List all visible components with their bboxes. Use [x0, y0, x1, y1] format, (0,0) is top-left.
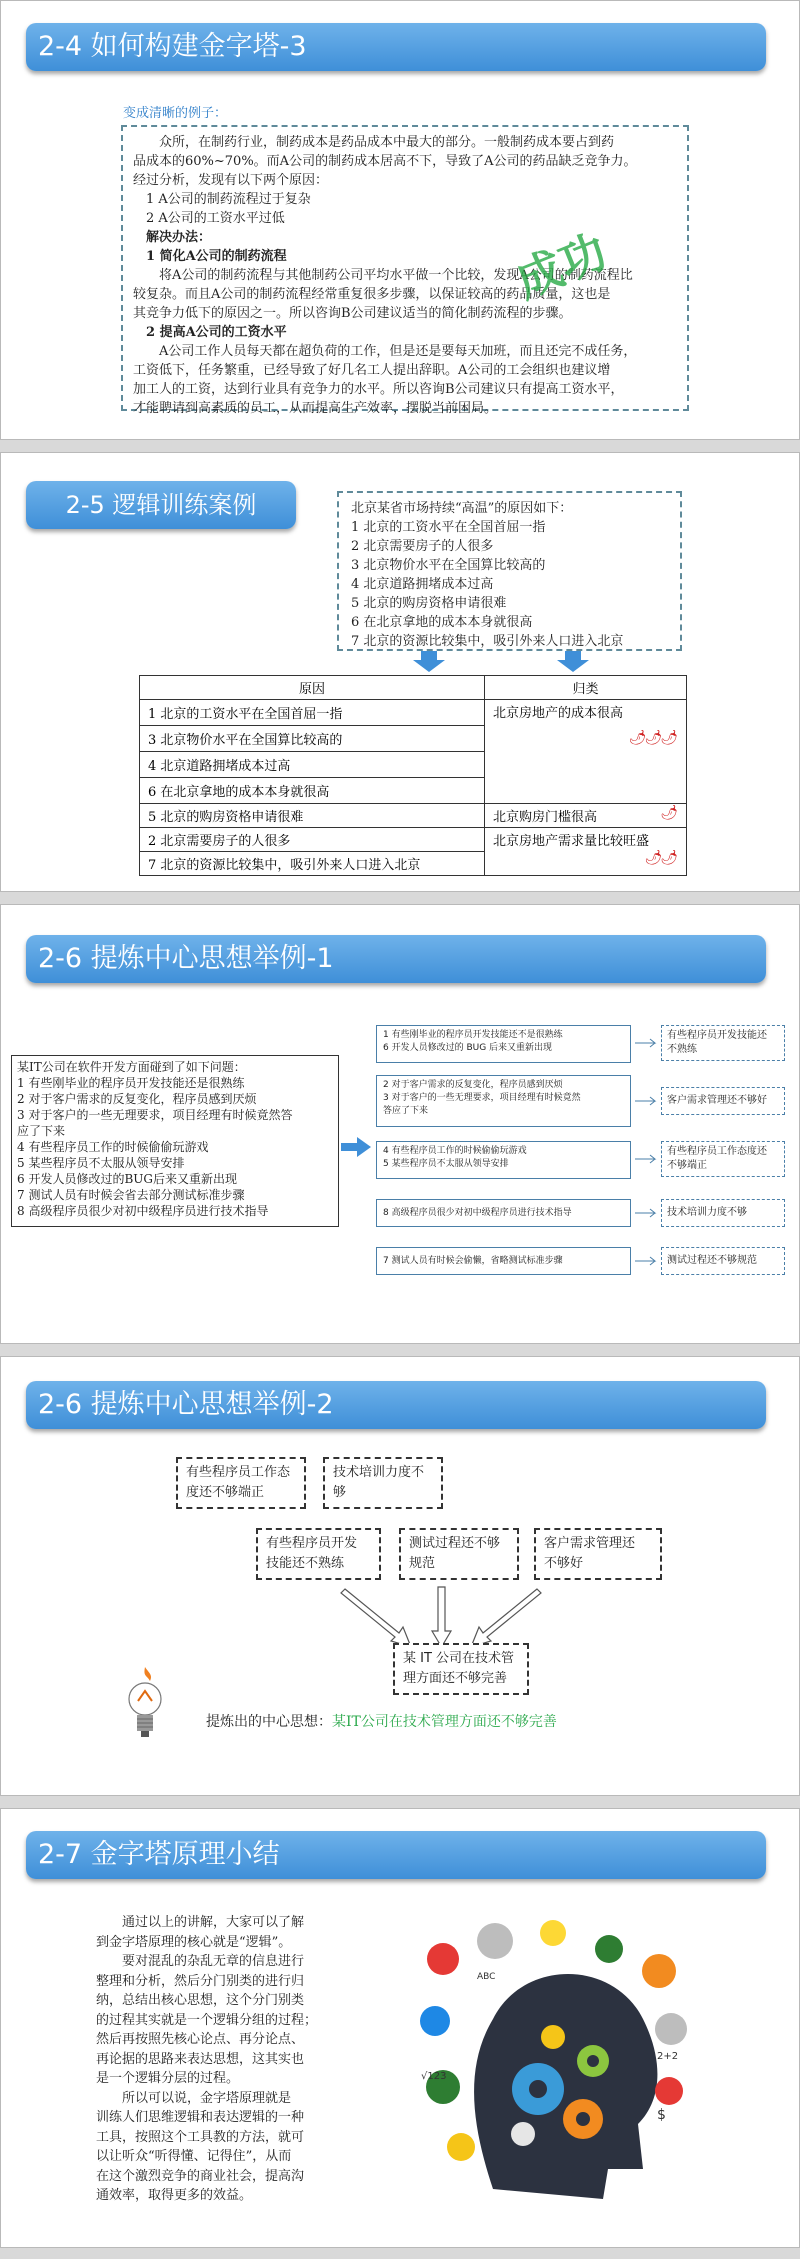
group-line: 7 测试人员有时候会偷懒，省略测试标准步骤 [383, 1256, 563, 1266]
chili-icon: 🌶🌶 [644, 850, 676, 866]
text-line: 2 提高A公司的工资水平 [133, 325, 287, 340]
group-line: 8 高级程序员很少对初中级程序员进行技术指导 [383, 1208, 572, 1218]
connector-arrows [633, 1025, 661, 1285]
problem-line: 5 某些程序员不太服从领导安排 [17, 1156, 185, 1170]
head-symbol: ABC [477, 1972, 496, 1982]
category-text: 北京房地产需求量比较旺盛 [493, 834, 650, 849]
group-box-2 [376, 1075, 631, 1127]
group-line: 1 有些刚毕业的程序员开发技能还不是很熟练 [383, 1030, 563, 1040]
text-line: 1 简化A公司的制药流程 [133, 249, 287, 264]
box-line: 规范 [409, 1556, 436, 1571]
box-line: 有些程序员工作态 [186, 1465, 291, 1480]
training-box [323, 1457, 443, 1509]
box-line: 技能还不熟练 [266, 1556, 345, 1571]
text-line: 纳，总结出核心思想，这个分门别类 [96, 1993, 305, 2008]
group-box-1 [376, 1025, 631, 1063]
cause-cell: 1 北京的工资水平在全国首屈一指 [140, 700, 485, 726]
summary-box-1 [661, 1025, 785, 1061]
text-line: 经过分析，发现有以下两个原因： [133, 173, 329, 188]
summary-text [96, 1913, 386, 2206]
text-line: 其竞争力低下的原因之一。所以咨询B公司建议适当的简化制药流程的步骤。 [133, 306, 572, 321]
summary-line: 有些程序员开发技能还 [667, 1030, 767, 1041]
summary-line: 客户需求管理还不够好 [667, 1095, 767, 1106]
slide-title: 2-6 提炼中心思想举例-1 [26, 935, 766, 983]
head-symbol: 2+2 [657, 2051, 679, 2062]
problem-line: 3 对于客户的一些无理要求，项目经理有时候竟然答 [17, 1108, 293, 1122]
text-line: A公司工作人员每天都在超负荷的工作，但是还是要每天加班，而且还完不成任务， [133, 344, 637, 359]
text-line: 是一个逻辑分层的过程。 [96, 2071, 240, 2086]
text-line: 才能聘请到高素质的员工，从而提高生产效率，摆脱当前困局。 [133, 401, 498, 416]
box-line: 技术培训力度不 [333, 1465, 425, 1480]
group-line: 5 某些程序员不太服从领导安排 [383, 1159, 509, 1169]
head-gears-icon [413, 1919, 691, 2205]
group-line: 6 开发人员修改过的 BUG 后来又重新出现 [383, 1043, 553, 1053]
conclusion-label: 提炼出的中心思想： [206, 1714, 332, 1730]
summary-line: 有些程序员工作态度还 [667, 1146, 767, 1157]
slide-title: 2-7 金字塔原理小结 [26, 1831, 766, 1879]
group-line: 4 有些程序员工作的时候偷偷玩游戏 [383, 1146, 527, 1156]
text-line: 1 A公司的制药流程过于复杂 [133, 192, 311, 207]
testing-box [399, 1528, 519, 1580]
text-line: 众所，在制药行业，制药成本是药品成本中最大的部分。一般制药成本要占到药 [133, 135, 615, 150]
text-line: 的过程其实就是一个逻辑分组的过程； [96, 2012, 318, 2028]
box-line: 客户需求管理还 [544, 1536, 636, 1551]
problem-line: 6 开发人员修改过的BUG后来又重新出现 [17, 1172, 237, 1186]
head-symbol: √123 [421, 2071, 447, 2082]
group-line: 2 对于客户需求的反复变化，程序员感到厌烦 [383, 1080, 563, 1090]
category-text: 北京房地产的成本很高 [493, 706, 624, 721]
group-box-4 [376, 1199, 631, 1227]
text-line: 以让听众“听得懂、记得住”，从而 [96, 2149, 292, 2164]
box-line: 不够好 [544, 1556, 584, 1571]
text-line: 要对混乱的杂乱无章的信息进行 [96, 1954, 305, 1969]
text-line: 品成本的60%~70%。而A公司的制药成本居高不下，导致了A公司的药品缺乏竞争力。 [133, 154, 637, 169]
chili-icon: 🌶 [660, 805, 676, 821]
summary-line: 测试过程还不够规范 [667, 1255, 757, 1266]
summary-box-5 [661, 1247, 785, 1275]
text-line: 在这个激烈竞争的商业社会，提高沟 [96, 2168, 305, 2184]
group-box-5 [376, 1247, 631, 1275]
category-cell [485, 804, 687, 828]
down-arrows [401, 651, 601, 673]
cause-cell: 7 北京的资源比较集中，吸引外来人口进入北京 [140, 852, 485, 876]
arrow-icon [471, 1589, 541, 1647]
brain-illustration [413, 1919, 691, 2205]
summary-box-3 [661, 1141, 785, 1177]
text-line: 所以可以说，金字塔原理就是 [96, 2090, 292, 2106]
reason-line: 2 北京需要房子的人很多 [351, 539, 494, 554]
classification-table [139, 675, 687, 876]
summary-box-4 [661, 1199, 785, 1227]
text-line: 工资低下，任务繁重，已经导致了好几名工人提出辞职。A公司的工会组织也建议增 [133, 363, 611, 378]
text-line: 训练人们思维逻辑和表达逻辑的一种 [96, 2110, 305, 2125]
down-arrow-icon [557, 651, 589, 672]
text-line: 较复杂。而且A公司的制药流程经常重复很多步骤，以保证较高的药品质量，这也是 [133, 287, 611, 302]
box-line: 够 [333, 1485, 347, 1500]
summary-line: 技术培训力度不够 [667, 1207, 747, 1218]
cause-cell: 6 在北京拿地的成本本身就很高 [140, 778, 485, 804]
lightbulb-icon [123, 1665, 167, 1745]
demand-box [534, 1528, 662, 1580]
arrow-icon [341, 1589, 411, 1647]
reason-line: 6 在北京拿地的成本本身就很高 [351, 615, 533, 630]
box-line: 某 IT 公司在技术管 [403, 1651, 515, 1666]
slide-title: 2-5 逻辑训练案例 [26, 481, 296, 529]
box-line: 有些程序员开发 [266, 1536, 358, 1551]
success-stamp: 成功 [508, 223, 614, 309]
slide-2-6-2 [0, 1356, 800, 1796]
problem-line: 应了下来 [17, 1124, 66, 1138]
col-header-category: 归类 [485, 676, 687, 700]
reason-line: 5 北京的购房资格申请很难 [351, 596, 507, 611]
attitude-box [176, 1457, 306, 1509]
category-cell [485, 700, 687, 804]
problem-line: 8 高级程序员很少对初中级程序员进行技术指导 [17, 1204, 269, 1218]
problem-line: 7 测试人员有时候会省去部分测试标准步骤 [17, 1188, 245, 1202]
reason-line: 3 北京物价水平在全国算比较高的 [351, 558, 546, 573]
text-line: 到金字塔原理的核心就是“逻辑”。 [96, 1934, 292, 1950]
text-line: 将A公司的制药流程与其他制药公司平均水平做一个比较，发现A公司的制药流程比 [133, 268, 633, 283]
reasons-list [351, 499, 623, 651]
cause-cell: 3 北京物价水平在全国算比较高的 [140, 726, 485, 752]
text-line: 整理和分析，然后分门别类的进行归 [96, 1973, 305, 1989]
problem-line: 2 对于客户需求的反复变化，程序员感到厌烦 [17, 1092, 257, 1106]
text-line: 2 A公司的工资水平过低 [133, 211, 285, 226]
cause-cell: 4 北京道路拥堵成本过高 [140, 752, 485, 778]
text-line: 再论据的思路来表达思想，这其实也 [96, 2051, 305, 2067]
chili-icon: 🌶🌶🌶 [628, 730, 676, 746]
text-line: 通效率，取得更多的效益。 [96, 2188, 253, 2203]
category-cell [485, 828, 687, 876]
conclusion-text: 某IT公司在技术管理方面还不够完善 [332, 1714, 557, 1730]
problem-box [11, 1055, 339, 1227]
summary-line: 不熟练 [667, 1044, 697, 1055]
box-line: 度还不够端正 [186, 1485, 265, 1500]
slide-title: 2-6 提炼中心思想举例-2 [26, 1381, 766, 1429]
col-header-cause: 原因 [140, 676, 485, 700]
category-text: 北京购房门槛很高 [493, 810, 598, 825]
slide-2-5 [0, 452, 800, 892]
problem-line: 某IT公司在软件开发方面碰到了如下问题： [17, 1060, 246, 1074]
slide-2-7 [0, 1808, 800, 2248]
example-label: 变成清晰的例子： [123, 106, 228, 121]
text-line: 解决办法： [133, 230, 212, 245]
skill-box [256, 1528, 381, 1580]
text-line: 工具，按照这个工具教的方法，就可 [96, 2129, 305, 2145]
slide-2-6-1 [0, 904, 800, 1344]
right-arrow-icon [341, 1137, 371, 1157]
slide-title: 2-4 如何构建金字塔-3 [26, 23, 766, 71]
cause-cell: 5 北京的购房资格申请很难 [140, 804, 485, 828]
problem-line: 4 有些程序员工作的时候偷偷玩游戏 [17, 1140, 209, 1154]
conclusion [206, 1713, 557, 1732]
down-arrow-icon [413, 651, 445, 672]
reason-line: 1 北京的工资水平在全国首屈一指 [351, 520, 546, 535]
reason-line: 北京某省市场持续“高温”的原因如下： [351, 501, 573, 516]
summary-line: 不够端正 [667, 1160, 707, 1171]
text-line: 加工人的工资，达到行业具有竞争力的水平。所以咨询B公司建议只有提高工资水平， [133, 382, 624, 397]
group-line: 3 对于客户的一些无理要求，项目经理有时候竟然 [383, 1093, 581, 1103]
arrow-icon [432, 1587, 451, 1647]
head-symbol: $ [657, 2107, 666, 2123]
text-line: 然后再按照先核心论点、再分论点、 [96, 2032, 305, 2047]
box-line: 测试过程还不够 [409, 1536, 501, 1551]
problem-line: 1 有些刚毕业的程序员开发技能还是很熟练 [17, 1076, 245, 1090]
cause-cell: 2 北京需要房子的人很多 [140, 828, 485, 852]
group-box-3 [376, 1141, 631, 1179]
box-line: 理方面还不够完善 [403, 1671, 508, 1686]
group-line: 答应了下来 [383, 1106, 429, 1116]
reason-line: 7 北京的资源比较集中，吸引外来人口进入北京 [351, 634, 624, 649]
reason-line: 4 北京道路拥堵成本过高 [351, 577, 494, 592]
summary-box-2 [661, 1087, 785, 1115]
text-line: 通过以上的讲解，大家可以了解 [96, 1915, 305, 1930]
center-idea-box [393, 1643, 529, 1695]
slide-2-4 [0, 0, 800, 440]
